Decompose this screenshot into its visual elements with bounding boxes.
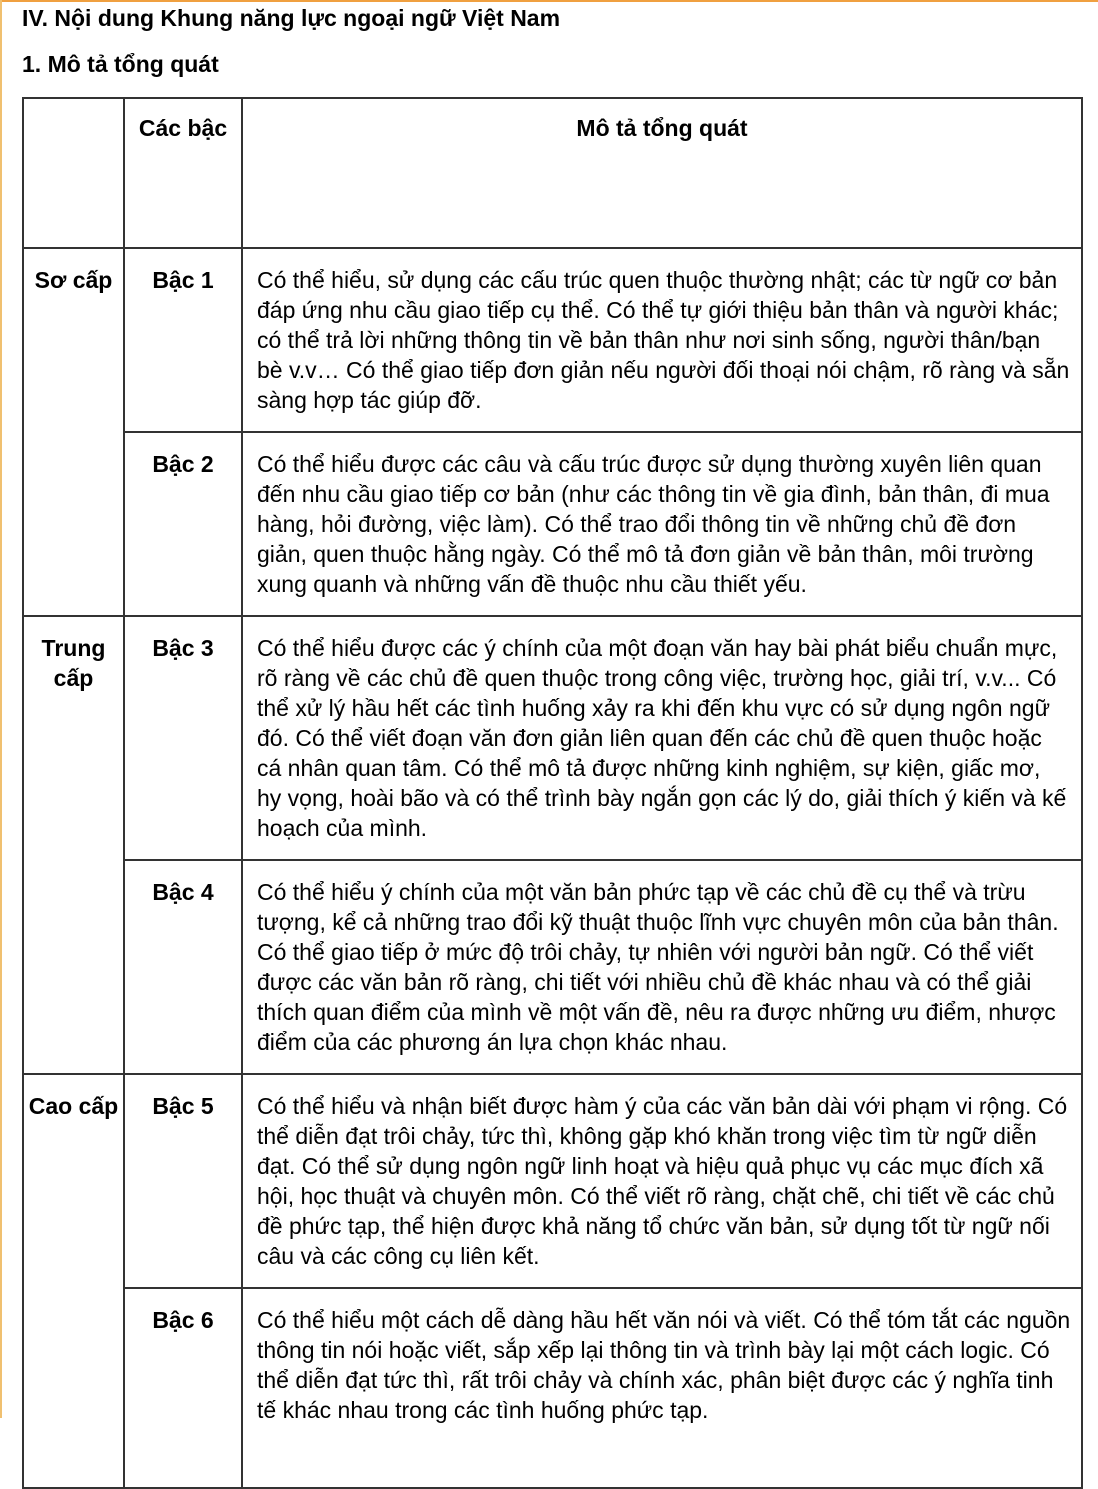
table-header-row (23, 98, 1082, 248)
table-row (23, 1074, 1082, 1288)
table-row (23, 616, 1082, 860)
description-cell: Có thể hiểu được các ý chính của một đoạn văn hay bài phát biểu chuẩn mực, rõ ràng về các chủ đề quen thuộc trong công việc, trường học, giải trí, v.v... Có thể xử lý hầu hết các tình huống xảy ra khi đến khu vực có sử dụng ngôn ngữ đó. Có thể viết đoạn văn đơn giản liên quan đến các chủ đề quen thuộc hoặc cá nhân quan tâm. Có thể mô tả được những kinh nghiệm, sự kiện, giấc mơ, hy vọng, hoài bão và có thể trình bày ngắn gọn các lý do, giải thích ý kiến và kế hoạch của mình. (242, 616, 1082, 860)
header-group-cell (23, 98, 124, 248)
level-cell: Bậc 3 (124, 616, 242, 860)
subsection-heading: 1. Mô tả tổng quát (22, 51, 219, 77)
level-cell: Bậc 4 (124, 860, 242, 1074)
level-cell: Bậc 2 (124, 432, 242, 616)
description-cell: Có thể hiểu, sử dụng các cấu trúc quen thuộc thường nhật; các từ ngữ cơ bản đáp ứng nhu cầu giao tiếp cụ thể. Có thể tự giới thiệu bản thân và người khác; có thể trả lời những thông tin về bản thân như nơi sinh sống, người thân/bạn bè v.v… Có thể giao tiếp đơn giản nếu người đối thoại nói chậm, rõ ràng và sẵn sàng hợp tác giúp đỡ. (242, 248, 1082, 432)
group-elementary-cell: Sơ cấp (23, 248, 124, 616)
description-cell: Có thể hiểu ý chính của một văn bản phức tạp về các chủ đề cụ thể và trừu tượng, kể cả những trao đổi kỹ thuật thuộc lĩnh vực chuyên môn của bản thân. Có thể giao tiếp ở mức độ trôi chảy, tự nhiên với người bản ngữ. Có thể viết được các văn bản rõ ràng, chi tiết với nhiều chủ đề khác nhau và có thể giải thích quan điểm của mình về một vấn đề, nêu ra được những ưu điểm, nhược điểm của các phương án lựa chọn khác nhau. (242, 860, 1082, 1074)
top-accent-line (0, 0, 1098, 2)
group-intermediate-cell: Trung cấp (23, 616, 124, 1074)
level-cell: Bậc 1 (124, 248, 242, 432)
table-row (23, 248, 1082, 432)
table-row (23, 432, 1082, 616)
table-row (23, 860, 1082, 1074)
section-heading: IV. Nội dung Khung năng lực ngoại ngữ Việt Nam (22, 5, 561, 31)
level-cell: Bậc 5 (124, 1074, 242, 1288)
description-cell: Có thể hiểu một cách dễ dàng hầu hết văn nói và viết. Có thể tóm tắt các nguồn thông tin nói hoặc viết, sắp xếp lại thông tin và trình bày lại một cách logic. Có thể diễn đạt tức thì, rất trôi chảy và chính xác, phân biệt được các ý nghĩa tinh tế khác nhau trong các tình huống phức tạp. (242, 1288, 1082, 1488)
header-level-cell: Các bậc (124, 98, 242, 248)
table-row (23, 1288, 1082, 1488)
header-description-cell: Mô tả tổng quát (242, 98, 1082, 248)
framework-table (22, 97, 1083, 1489)
left-accent-line (0, 0, 2, 1418)
level-cell: Bậc 6 (124, 1288, 242, 1488)
description-cell: Có thể hiểu được các câu và cấu trúc được sử dụng thường xuyên liên quan đến nhu cầu giao tiếp cơ bản (như các thông tin về gia đình, bản thân, đi mua hàng, hỏi đường, việc làm). Có thể trao đổi thông tin về những chủ đề đơn giản, quen thuộc hằng ngày. Có thể mô tả đơn giản về bản thân, môi trường xung quanh và những vấn đề thuộc nhu cầu thiết yếu. (242, 432, 1082, 616)
description-cell: Có thể hiểu và nhận biết được hàm ý của các văn bản dài với phạm vi rộng. Có thể diễn đạt trôi chảy, tức thì, không gặp khó khăn trong việc tìm từ ngữ diễn đạt. Có thể sử dụng ngôn ngữ linh hoạt và hiệu quả phục vụ các mục đích xã hội, học thuật và chuyên môn. Có thể viết rõ ràng, chặt chẽ, chi tiết về các chủ đề phức tạp, thể hiện được khả năng tổ chức văn bản, sử dụng tốt từ ngữ nối câu và các công cụ liên kết. (242, 1074, 1082, 1288)
group-advanced-cell: Cao cấp (23, 1074, 124, 1488)
